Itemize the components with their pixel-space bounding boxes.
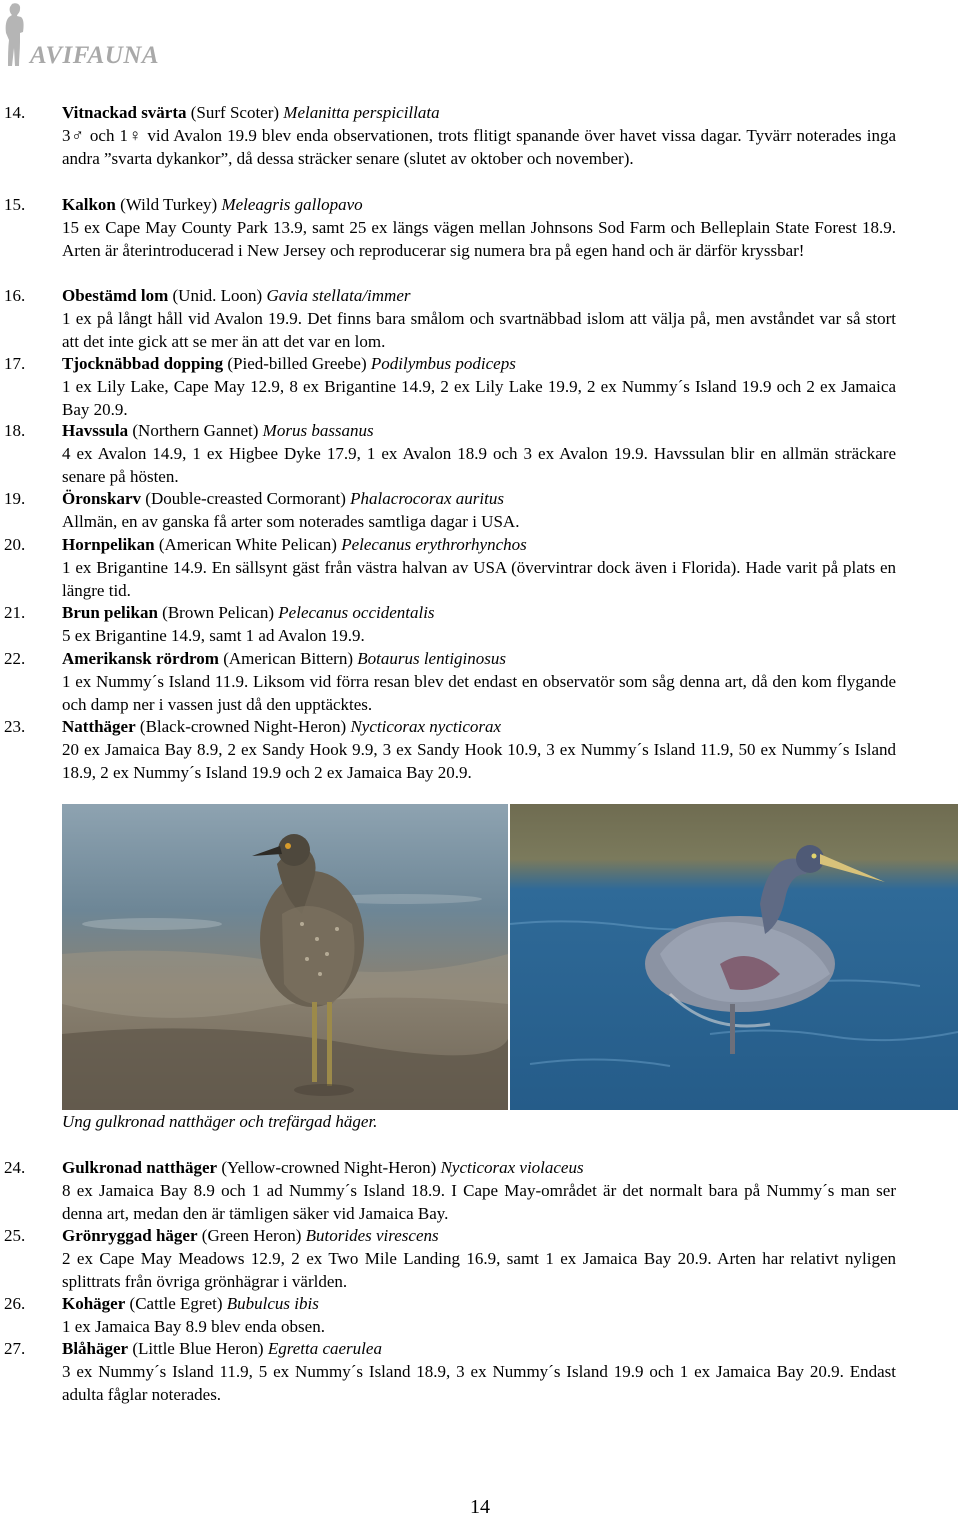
entry-body: 1 ex på långt håll vid Avalon 19.9. Det finns bara smålom och svartnäbbad islom att välja på, men avståndet var så stort att det inte gick att se mer än att det var en lom. <box>62 309 896 351</box>
latin-name: Pelecanus occidentalis <box>278 603 435 622</box>
entry-body: 2 ex Cape May Meadows 12.9, 2 ex Two Mile Landing 16.9, samt 1 ex Jamaica Bay 20.9. Arten har relativt nyligen splittrats från övriga grönhägrar i världen. <box>62 1249 896 1291</box>
english-name: (Pied-billed Greebe) <box>227 354 367 373</box>
swedish-name: Brun pelikan <box>62 603 158 622</box>
english-name: (American White Pelican) <box>158 535 337 554</box>
avifauna-logo <box>0 0 170 74</box>
entry-title <box>62 715 501 738</box>
swedish-name: Obestämd lom <box>62 286 169 305</box>
latin-name: Phalacrocorax auritus <box>350 489 504 508</box>
entry-body: 4 ex Avalon 14.9, 1 ex Higbee Dyke 17.9, 1 ex Avalon 18.9 och 3 ex Avalon 19.9. Havssulan blir en allmän sträckare senare på hösten. <box>62 444 896 486</box>
swedish-name: Blåhäger <box>62 1339 129 1358</box>
entry-title <box>62 284 410 307</box>
english-name: (Cattle Egret) <box>129 1294 223 1313</box>
latin-name: Egretta caerulea <box>267 1339 382 1358</box>
english-name: (Yellow-crowned Night-Heron) <box>221 1158 437 1177</box>
english-name: (Brown Pelican) <box>162 603 275 622</box>
english-name: (Black-crowned Night-Heron) <box>139 717 347 736</box>
entry-body: 1 ex Brigantine 14.9. En sällsynt gäst från västra halvan av USA (övervintrar dock även i Florida). Hade varit på plats en längre tid. <box>62 558 896 600</box>
swedish-name: Öronskarv <box>62 489 142 508</box>
entry-body: 3 ex Nummy´s Island 11.9, 5 ex Nummy´s Island 18.9, 3 ex Nummy´s Island 19.9 och 1 ex Jamaica Bay 20.9. Endast adulta fåglar noterades. <box>62 1362 896 1404</box>
logo-text: AVIFAUNA <box>30 42 160 69</box>
entry-title <box>62 352 516 375</box>
entry-body: 15 ex Cape May County Park 13.9, samt 25 ex längs vägen mellan Johnsons Sod Farm och Belleplain State Forest 18.9. Arten är återintroducerad i New Jersey och reproducerar sig numera bra på egen hand och är därför kryssbar! <box>62 218 896 260</box>
latin-name: Botaurus lentiginosus <box>357 649 507 668</box>
entry-title <box>62 1156 584 1179</box>
entry-body: 1 ex Nummy´s Island 11.9. Liksom vid förra resan blev det endast en observatör som såg denna art, då den kom flygande och damp ner i vassen just då den upptäcktes. <box>62 672 896 714</box>
latin-name: Bubulcus ibis <box>226 1294 319 1313</box>
entry-title <box>62 419 374 442</box>
entry-body: 3♂ och 1♀ vid Avalon 19.9 blev enda observationen, trots flitigt spanande över havet vissa dagar. Tyvärr noterades inga andra ”svarta dykankor”, då dessa sträcker senare (slutet av oktober och november). <box>62 126 896 168</box>
entry-number: 26. <box>4 1294 26 1313</box>
entry-title <box>62 193 363 216</box>
entry-body: 1 ex Lily Lake, Cape May 12.9, 8 ex Brigantine 14.9, 2 ex Lily Lake 19.9, 2 ex Nummy´s Island 19.9 och 2 ex Jamaica Bay 20.9. <box>62 377 896 419</box>
swedish-name: Tjocknäbbad dopping <box>62 354 224 373</box>
entry-number: 15. <box>4 195 26 214</box>
english-name: (Wild Turkey) <box>120 195 218 214</box>
swedish-name: Havssula <box>62 421 129 440</box>
english-name: (Green Heron) <box>201 1226 302 1245</box>
latin-name: Morus bassanus <box>262 421 374 440</box>
latin-name: Butorides virescens <box>305 1226 439 1245</box>
entry-number: 14. <box>4 103 26 122</box>
tricolored-heron-photo <box>510 804 958 1110</box>
swedish-name: Kohäger <box>62 1294 126 1313</box>
swedish-name: Vitnackad svärta <box>62 103 187 122</box>
night-heron-photo <box>62 804 508 1110</box>
latin-name: Meleagris gallopavo <box>221 195 363 214</box>
english-name: (Northern Gannet) <box>132 421 259 440</box>
swedish-name: Grönryggad häger <box>62 1226 198 1245</box>
swedish-name: Natthäger <box>62 717 136 736</box>
swedish-name: Gulkronad natthäger <box>62 1158 218 1177</box>
entry-title <box>62 101 440 124</box>
entry-number: 18. <box>4 421 26 440</box>
english-name: (Little Blue Heron) <box>132 1339 264 1358</box>
entry-body: 1 ex Jamaica Bay 8.9 blev enda obsen. <box>62 1317 325 1336</box>
latin-name: Podilymbus podiceps <box>370 354 516 373</box>
entry-title <box>62 1224 439 1247</box>
latin-name: Pelecanus erythrorhynchos <box>341 535 527 554</box>
photo-caption: Ung gulkronad natthäger och trefärgad häger. <box>62 1112 378 1131</box>
entry-title <box>62 601 435 624</box>
english-name: (Surf Scoter) <box>190 103 280 122</box>
entry-body: Allmän, en av ganska få arter som noterades samtliga dagar i USA. <box>62 512 520 531</box>
entry-number: 21. <box>4 603 26 622</box>
latin-name: Nycticorax nycticorax <box>350 717 502 736</box>
entry-number: 23. <box>4 717 26 736</box>
entry-number: 17. <box>4 354 26 373</box>
english-name: (Double-creasted Cormorant) <box>145 489 346 508</box>
latin-name: Gavia stellata/immer <box>266 286 411 305</box>
entry-title <box>62 487 504 510</box>
page-number: 14 <box>470 1496 490 1518</box>
entry-number: 25. <box>4 1226 26 1245</box>
entry-number: 22. <box>4 649 26 668</box>
entry-title <box>62 1337 382 1360</box>
english-name: (Unid. Loon) <box>172 286 263 305</box>
birdwatcher-silhouette-icon <box>2 2 28 68</box>
swedish-name: Kalkon <box>62 195 116 214</box>
entry-number: 19. <box>4 489 26 508</box>
entry-number: 24. <box>4 1158 26 1177</box>
entry-title <box>62 647 506 670</box>
entry-number: 27. <box>4 1339 26 1358</box>
entry-number: 16. <box>4 286 26 305</box>
entry-body: 5 ex Brigantine 14.9, samt 1 ad Avalon 19.9. <box>62 626 365 645</box>
entry-title <box>62 533 527 556</box>
swedish-name: Amerikansk rördrom <box>62 649 219 668</box>
entry-title <box>62 1292 319 1315</box>
entry-body: 8 ex Jamaica Bay 8.9 och 1 ad Nummy´s Island 18.9. I Cape May-området är det normalt bara på Nummy´s man ser denna art, medan den är tämligen säker vid Jamaica Bay. <box>62 1181 896 1223</box>
latin-name: Nycticorax violaceus <box>440 1158 584 1177</box>
entry-body: 20 ex Jamaica Bay 8.9, 2 ex Sandy Hook 9.9, 3 ex Sandy Hook 10.9, 3 ex Nummy´s Island 11.9, 50 ex Nummy´s Island 18.9, 2 ex Nummy´s Island 19.9 och 2 ex Jamaica Bay 20.9. <box>62 740 896 782</box>
latin-name: Melanitta perspicillata <box>283 103 440 122</box>
entry-number: 20. <box>4 535 26 554</box>
english-name: (American Bittern) <box>223 649 353 668</box>
swedish-name: Hornpelikan <box>62 535 155 554</box>
